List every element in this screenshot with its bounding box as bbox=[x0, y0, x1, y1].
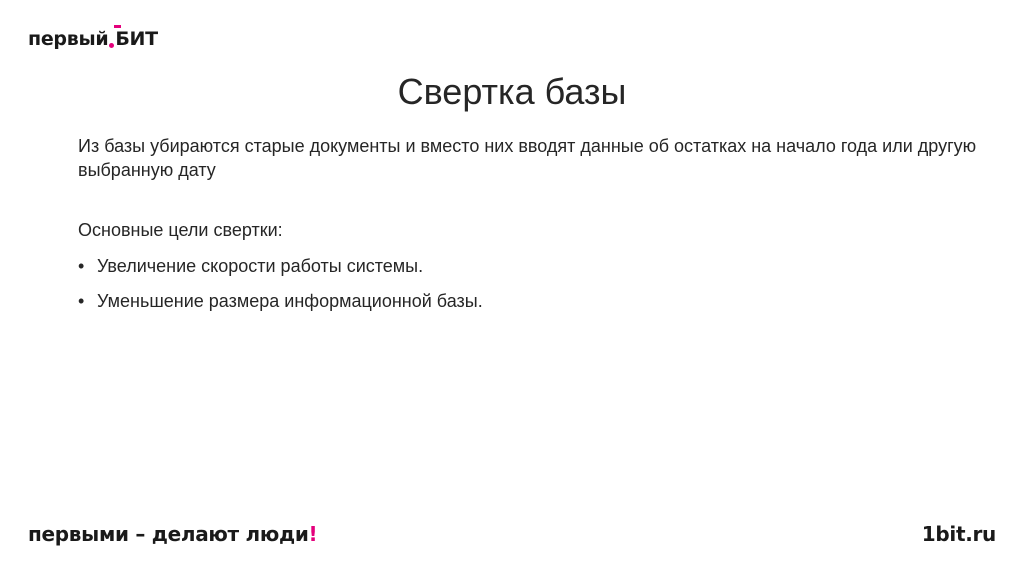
goal-text: Уменьшение размера информационной базы. bbox=[97, 291, 483, 311]
footer-slogan bbox=[28, 522, 317, 546]
logo-word-first: первый bbox=[28, 28, 109, 50]
bullet-icon: • bbox=[78, 256, 85, 276]
goals-list bbox=[78, 254, 978, 313]
slogan-exclamation: ! bbox=[308, 522, 318, 546]
goal-item bbox=[78, 254, 978, 278]
logo-dot-icon bbox=[109, 43, 114, 48]
brand-logo bbox=[28, 22, 158, 56]
footer-site: 1bit.ru bbox=[921, 522, 996, 546]
goal-item bbox=[78, 289, 978, 313]
slide-title: Свертка базы bbox=[397, 71, 627, 112]
logo-word-second bbox=[115, 28, 157, 50]
logo-word-second-text: БИТ bbox=[115, 28, 158, 50]
slogan-text: первыми – делают люди bbox=[28, 522, 309, 546]
slide-body bbox=[78, 134, 978, 324]
goals-heading: Основные цели свертки: bbox=[78, 220, 283, 240]
bullet-icon: • bbox=[78, 291, 85, 311]
intro-paragraph: Из базы убираются старые документы и вместо них вводят данные об остатках на начало года или другую выбранную дату bbox=[78, 136, 977, 180]
goal-text: Увеличение скорости работы системы. bbox=[97, 256, 424, 276]
logo-accent-mark-icon bbox=[114, 25, 121, 28]
